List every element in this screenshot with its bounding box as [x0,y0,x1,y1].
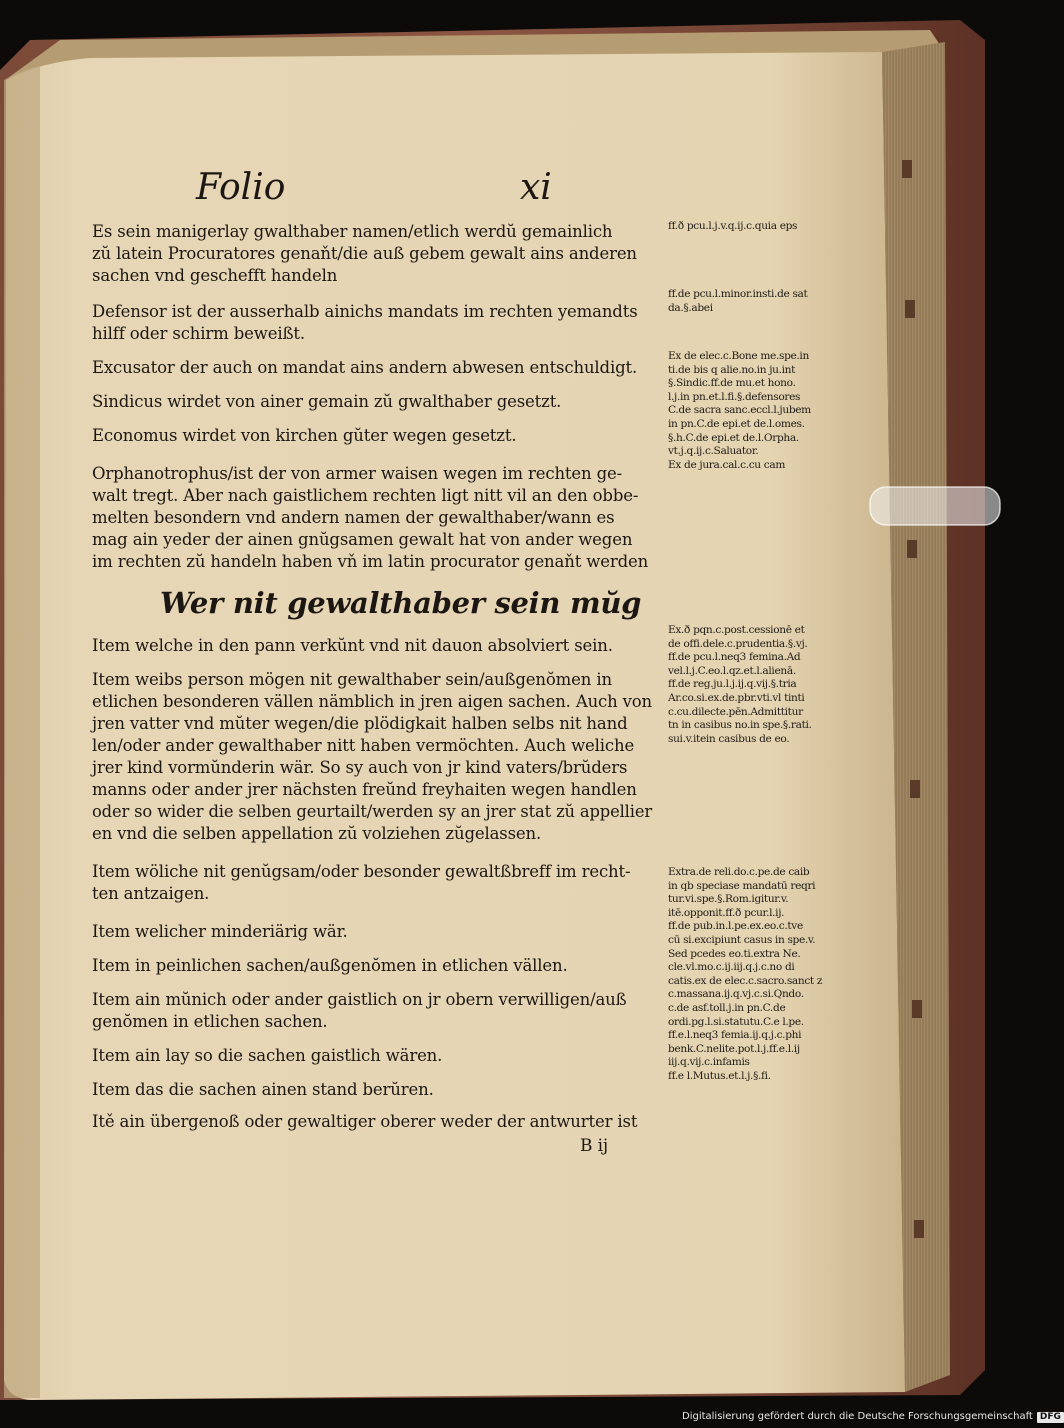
text-line: walt tregt. Aber nach gaistlichem rechten ligt nitt vil an den obbe- [92,486,639,505]
margin-note-line: ff.de pub.in.l.pe.ex.eo.c.tve [668,920,803,933]
margin-note-line: benk.C.nelite.pot.l.j.ff.e.l.ij [668,1042,800,1055]
text-line: etlichen besonderen vällen nämblich in jren aigen sachen. Auch von [92,692,653,711]
text-line: Item das die sachen ainen stand berŭren. [92,1080,434,1099]
text-line: len/oder ander gewalthaber nitt haben vermöchten. Auch weliche [92,736,635,755]
margin-note-line: c.massana.ij.q.vj.c.si.Qndo. [668,988,804,1001]
text-line: zŭ latein Procuratores genaňt/die auß gebem gewalt ains anderen [92,244,637,263]
text-line: Excusator der auch on mandat ains andern abwesen entschuldigt. [92,358,638,377]
index-tab [905,300,915,318]
margin-note-line: in qb speciase mandatū reqri [668,879,816,892]
text-line: mag ain yeder der ainen gnŭgsamen gewalt hat von ander wegen [92,530,633,549]
digitization-credit [682,1408,1061,1426]
folio-label: Folio [196,167,286,208]
margin-note-line: tn in casibus no.in spe.§.rati. [668,719,812,732]
text-line: manns oder ander jrer nächsten freŭnd freyhaiten wegen handlen [92,780,637,799]
text-line: Item welicher minderiärig wär. [92,922,348,941]
margin-note-line: vt.j.q.ij.c.Saluator. [668,445,759,458]
margin-note-line: C.de sacra sanc.eccl.l.jubem [668,404,811,417]
margin-note-line: Extra.de reli.do.c.pe.de caib [668,866,810,878]
text-line: sachen vnd geschefft handeln [92,266,338,285]
text-line: Orphanotrophus/ist der von armer waisen wegen im rechten ge- [92,464,623,483]
margin-note-line: de offi.dele.c.prudentia.§.vj. [668,637,808,650]
margin-note-line: c.de asf.toll.j.in pn.C.de [668,1002,786,1014]
margin-note-line: §.Sindic.ff.de mu.et hono. [668,377,796,390]
text-line: Item weibs person mögen nit gewalthaber sein/außgenŏmen in [92,670,612,689]
text-line: en vnd die selben appellation zŭ volziehen zŭgelassen. [92,824,542,843]
margin-note-line: ff.ð pcu.l.j.v.q.ij.c.quia eps [668,220,798,232]
credit-text: Digitalisierung gefördert durch die Deutsche Forschungsgemeinschaft [682,1411,1033,1422]
margin-note-line: Ar.co.si.ex.de.pbr.vti.vl tinti [668,692,805,704]
margin-note-line: vel.l.j.C.eo.l.qz.et.l.alienā. [668,664,796,677]
margin-note-line: ordi.pg.l.si.statutu.C.e l.pe. [668,1015,804,1028]
text-line: Sindicus wirdet von ainer gemain zŭ gwalthaber gesetzt. [92,392,562,411]
page-holder-clip [870,487,1000,525]
margin-note-line: §.h.C.de epi.et de.l.Orpha. [668,431,799,444]
margin-note-line: in pn.C.de epi.et de.l.omes. [668,418,805,430]
margin-note-line: ti.de bis q alie.no.in ju.int [668,363,796,376]
margin-note-line: cū si.excipiunt casus in spe.v. [668,934,816,946]
margin-note-line: Ex.ð pqn.c.post.cessionē et [668,624,805,636]
text-line: Item welche in den pann verkŭnt vnd nit dauon absolviert sein. [92,636,613,655]
margin-note-line: catis.ex de elec.c.sacro.sanct z [668,974,823,987]
text-line: Item ain lay so die sachen gaistlich wären. [92,1046,443,1065]
margin-note-line: Sed pcedes eo.ti.extra Ne. [668,947,801,960]
margin-note-line: ff.de reg.ju.l.j.ij.q.vij.§.tria [668,678,797,691]
text-line: im rechten zŭ handeln haben vň im latin procurator genaňt werden [92,552,649,571]
text-line: Item ain mŭnich oder ander gaistlich on jr obern verwilligen/auß [92,990,627,1009]
text-line: Item wöliche nit genŭgsam/oder besonder gewaltßbreff im recht- [92,862,631,881]
margin-note-line: cle.vl.mo.c.ij.iij.q.j.c.no di [668,961,795,974]
margin-note-line: tur.vi.spe.§.Rom.igitur.v. [668,893,789,906]
text-line: genŏmen in etlichen sachen. [92,1012,328,1031]
margin-note-line: ff.e.l.neq3 femia.ij.q.j.c.phi [668,1029,802,1042]
text-line: jrer kind vormŭnderin wär. So sy auch von jr kind vaters/brŭders [92,758,628,777]
margin-note-line: sui.v.itein casibus de eo. [668,732,790,745]
text-line: ten antzaigen. [92,884,210,903]
margin-note-line: c.cu.dilecte.pēn.Admittitur [668,705,803,718]
section-heading: Wer nit gewalthaber sein mŭg [160,586,642,620]
signature-mark: B ij [580,1136,609,1156]
index-tab [914,1220,924,1238]
margin-note-line: iij.q.vij.c.infamis [668,1056,750,1069]
margin-note-line: l.j.in pn.et.l.fi.§.defensores [668,390,801,403]
text-line: oder so wider die selben geurtailt/werden sy an jrer stat zŭ appellier [92,802,652,821]
dfg-logo: DFG [1037,1412,1064,1423]
index-tab [910,780,920,798]
margin-note-line: itē.opponit.ff.ð pcur.l.ij. [668,906,785,919]
text-line: Itě ain übergenoß oder gewaltiger oberer weder der antwurter ist [92,1112,638,1131]
text-line: Economus wirdet von kirchen gŭter wegen gesetzt. [92,426,517,445]
margin-note-line: ff.de pcu.l.minor.insti.de sat [668,288,808,300]
text-line: hilff oder schirm beweißt. [92,324,305,343]
text-line: Es sein manigerlay gwalthaber namen/etlich werdŭ gemainlich [92,222,613,241]
text-line: jren vatter vnd mŭter wegen/die plödigkait halben selbs nit hand [92,714,628,733]
margin-note-line: ff.e l.Mutus.et.l.j.§.fi. [668,1070,771,1082]
index-tab [902,160,912,178]
margin-note-line: ff.de pcu.l.neq3 femina.Ad [668,651,801,664]
margin-note-line: Ex de jura.cal.c.cu cam [668,458,786,471]
margin-note-line: Ex de elec.c.Bone me.spe.in [668,350,809,362]
text-line: Defensor ist der ausserhalb ainichs mandats im rechten yemandts [92,302,638,321]
index-tab [912,1000,922,1018]
margin-note-line: da.§.abei [668,301,713,314]
text-line: melten besondern vnd andern namen der gewalthaber/wann es [92,508,615,527]
text-line: Item in peinlichen sachen/außgenŏmen in etlichen vällen. [92,956,568,975]
folio-number: xi [520,167,552,208]
index-tab [907,540,917,558]
